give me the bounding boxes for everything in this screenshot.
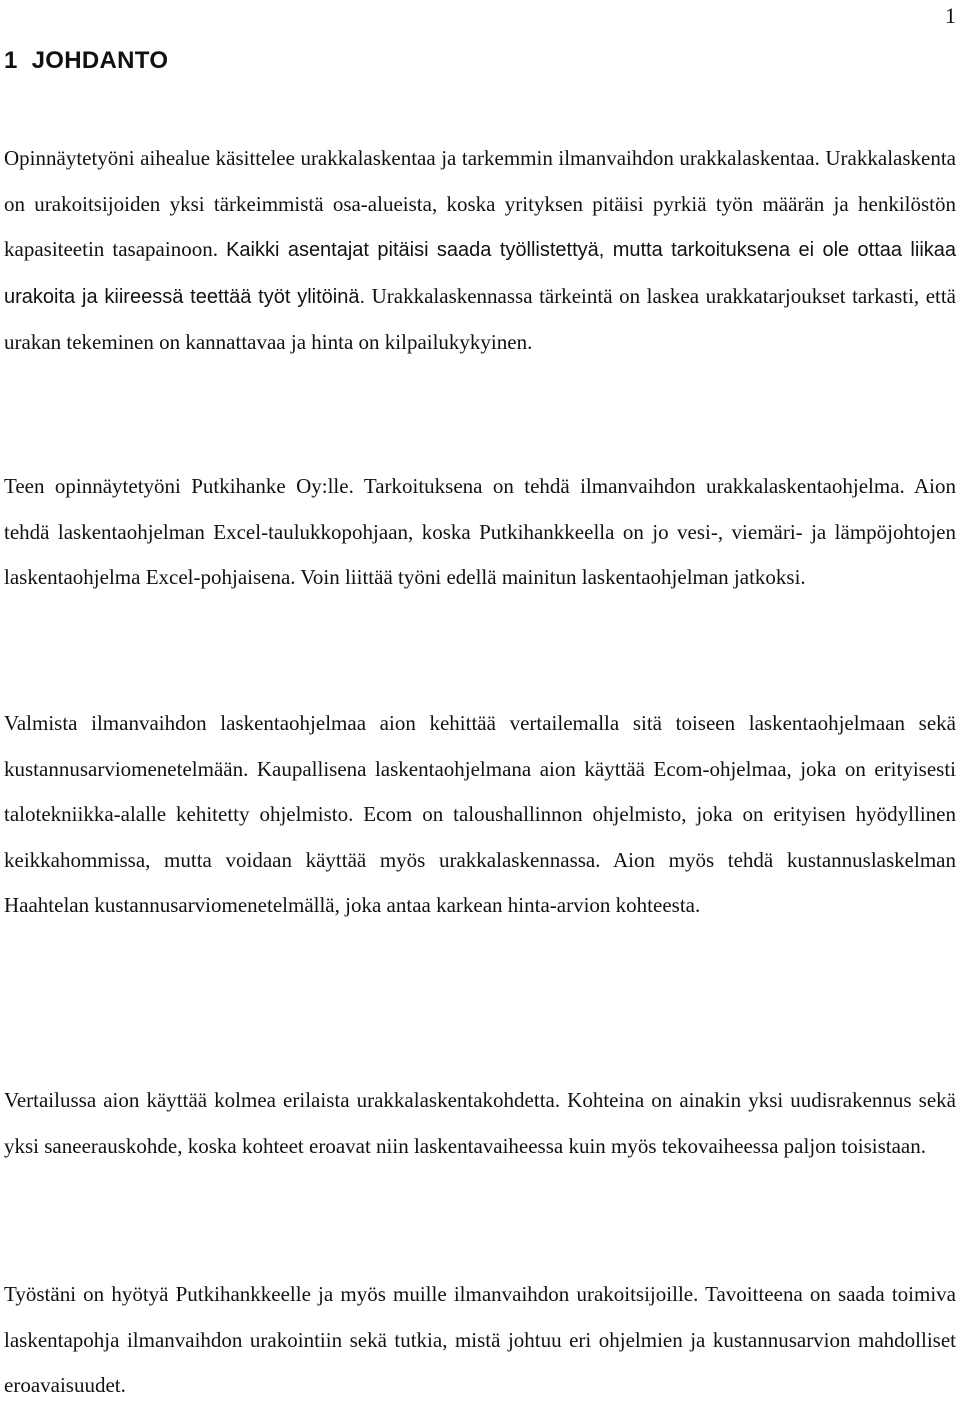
paragraph-introduction xyxy=(4,136,956,366)
chapter-title: JOHDANTO xyxy=(31,47,169,74)
paragraph-comparison-method: Valmista ilmanvaihdon laskentaohjelmaa aion kehittää vertailemalla sitä toiseen laskentaohjelmaan sekä kustannusarviomenetelmään. Kaupallisena laskentaohjelmana aion käyttää Ecom-ohjelmaa, joka on erityisesti talotekniikka-alalle kehitetty ohjelmisto. Ecom on taloushallinnon ohjelmisto, joka on erityisen hyödyllinen keikkahommissa, mutta voidaan käyttää myös urakkalaskennassa. Aion myös tehdä kustannuslaskelman Haahtelan kustannusarviomenetelmällä, joka antaa karkean hinta-arvion kohteesta. xyxy=(4,711,956,917)
paragraph-thesis-client: Teen opinnäytetyöni Putkihanke Oy:lle. Tarkoituksena on tehdä ilmanvaihdon urakkalaskentaohjelma. Aion tehdä laskentaohjelman Excel-taulukkopohjaan, koska Putkihankkeella on jo vesi-, viemäri- ja lämpöjohtojen laskentaohjelma Excel-pohjaisena. Voin liittää työni edellä mainitun laskentaohjelman jatkoksi. xyxy=(4,474,956,589)
paragraph-text-serif: Opinnäytetyöni aihealue käsittelee urakkalaskentaa ja tarkemmin ilmanvaihdon urakkalaskentaa. Urakkalaskenta on urakoitsijoiden yksi tärkeimmistä osa-alueista, koska yrityksen pitäisi pyrkiä työn määrän ja henkilöstön kapasiteetin tasapainoon. xyxy=(4,146,956,261)
chapter-number: 1 xyxy=(4,47,18,74)
paragraph-goals: Työstäni on hyötyä Putkihankkeelle ja myös muille ilmanvaihdon urakoitsijoille. Tavoitteena on saada toimiva laskentapohja ilmanvaihdon urakointiin sekä tutkia, mistä johtuu eri ohjelmien ja kustannusarvion mahdolliset eroavaisuudet. xyxy=(4,1282,956,1397)
page-number: 1 xyxy=(945,3,956,28)
paragraph-text-sans: Kaikki asentajat pitäisi saada työllistettyä, mutta tarkoituksena ei ole ottaa liikaa urakoita ja kiireessä teettää työt ylitöinä. xyxy=(4,239,957,308)
paragraph-comparison-targets: Vertailussa aion käyttää kolmea erilaista urakkalaskentakohdetta. Kohteina on ainakin yksi uudisrakennus sekä yksi saneerauskohde, koska kohteet eroavat niin laskentavaiheessa kuin myös tekovaiheessa paljon toisistaan. xyxy=(4,1088,956,1158)
paragraph-text-serif-end: Urakkalaskennassa tärkeintä on laskea urakkatarjoukset tarkasti, että urakan tekeminen on kannattavaa ja hinta on kilpailukykyinen. xyxy=(4,283,956,354)
chapter-heading xyxy=(4,44,168,78)
